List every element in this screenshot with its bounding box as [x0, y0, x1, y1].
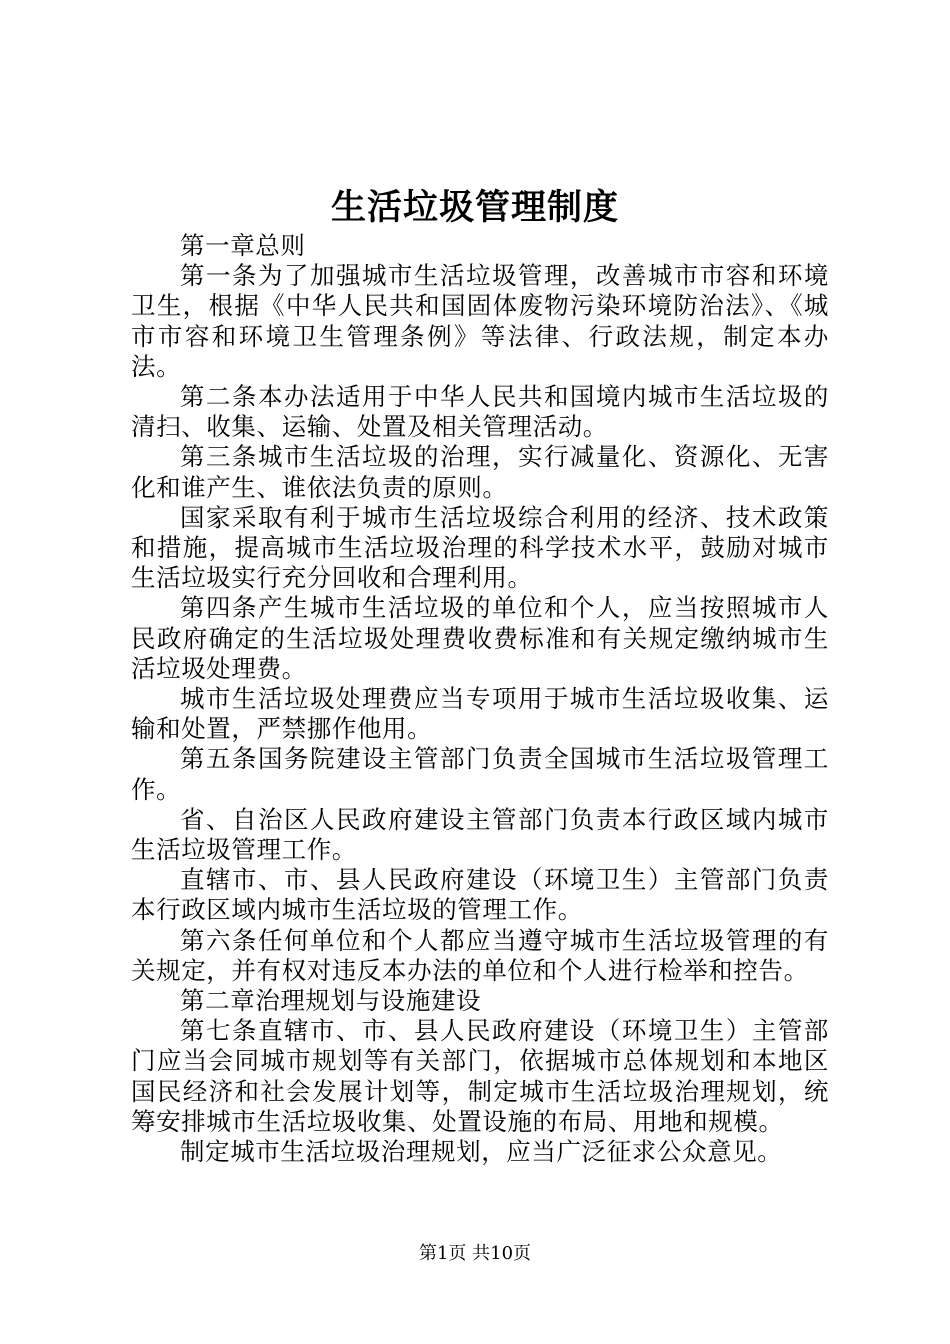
- document-title: 生活垃圾管理制度: [330, 187, 619, 228]
- body-paragraph: 制定城市生活垃圾治理规划，应当广泛征求公众意见。: [180, 1137, 783, 1167]
- body-paragraph: 第六条任何单位和个人都应当遵守城市生活垃圾管理的有关规定，并有权对违反本办法的单位和个人进行检举和控告。: [131, 925, 829, 985]
- chapter-heading: 第二章治理规划与设施建设: [180, 986, 482, 1016]
- body-paragraph: 直辖市、市、县人民政府建设（环境卫生）主管部门负责本行政区域内城市生活垃圾的管理工作。: [131, 865, 829, 925]
- body-paragraph: 第二条本办法适用于中华人民共和国境内城市生活垃圾的清扫、收集、运输、处置及相关管理活动。: [131, 382, 829, 442]
- body-paragraph: 国家采取有利于城市生活垃圾综合利用的经济、技术政策和措施，提高城市生活垃圾治理的科学技术水平，鼓励对城市生活垃圾实行充分回收和合理利用。: [131, 502, 829, 593]
- body-paragraph: 第七条直辖市、市、县人民政府建设（环境卫生）主管部门应当会同城市规划等有关部门，依据城市总体规划和本地区国民经济和社会发展计划等，制定城市生活垃圾治理规划，统筹安排城市生活垃圾收集、处置设施的布局、用地和规模。: [131, 1016, 829, 1136]
- chapter-heading: 第一章总则: [180, 231, 306, 260]
- page-number-footer: 第1页 共10页: [418, 1243, 532, 1264]
- document-body: [131, 231, 829, 1167]
- body-paragraph: 第四条产生城市生活垃圾的单位和个人，应当按照城市人民政府确定的生活垃圾处理费收费标准和有关规定缴纳城市生活垃圾处理费。: [131, 593, 829, 683]
- body-paragraph: 第三条城市生活垃圾的治理，实行减量化、资源化、无害化和谁产生、谁依法负责的原则。: [131, 442, 829, 502]
- body-paragraph: 第一条为了加强城市生活垃圾管理，改善城市市容和环境卫生，根据《中华人民共和国固体废物污染环境防治法》、《城市市容和环境卫生管理条例》等法律、行政法规，制定本办法。: [131, 261, 829, 381]
- body-paragraph: 城市生活垃圾处理费应当专项用于城市生活垃圾收集、运输和处置，严禁挪作他用。: [131, 684, 829, 744]
- body-paragraph: 省、自治区人民政府建设主管部门负责本行政区域内城市生活垃圾管理工作。: [131, 804, 829, 865]
- body-paragraph: 第五条国务院建设主管部门负责全国城市生活垃圾管理工作。: [131, 744, 829, 804]
